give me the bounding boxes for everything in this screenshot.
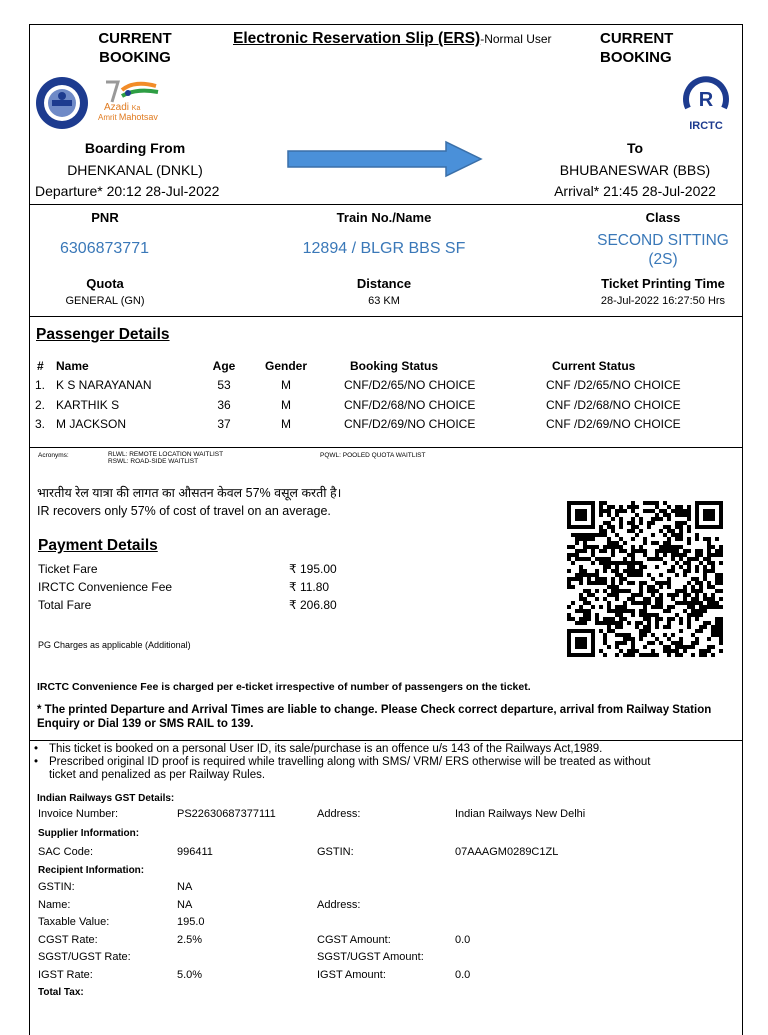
right-booking-status: CURRENT BOOKING	[600, 30, 674, 66]
train-label: Train No./Name	[336, 210, 432, 225]
boarding-from-label: Boarding From	[84, 140, 186, 156]
total-fare-label: Total Fare	[38, 598, 92, 612]
quota-label: Quota	[86, 276, 124, 291]
column-header: Booking Status	[350, 359, 439, 373]
azadi-ka-amrit-mahotsav-logo: Azadi Ka Amrit Mahotsav	[98, 78, 173, 128]
column-header: Name	[56, 359, 89, 373]
irctc-logo-icon: R IRCTC	[678, 70, 734, 136]
indian-railways-emblem-icon	[35, 76, 89, 135]
class-label: Class	[645, 210, 681, 225]
distance-label: Distance	[356, 276, 412, 291]
svg-text:R: R	[698, 89, 714, 111]
acronyms-label: Acronyms:	[38, 452, 69, 459]
column-header: Current Status	[552, 359, 636, 373]
departure-time: Departure* 20:12 28-Jul-2022	[35, 183, 220, 199]
train-value: 12894 / BLGR BBS SF	[302, 240, 466, 257]
column-header: #	[37, 359, 44, 373]
quota-value: GENERAL (GN)	[65, 295, 145, 307]
cost-note-hindi: भारतीय रेल यात्रा की लागत का औसतन केवल 57% वसूल करती है।	[37, 486, 342, 500]
page-title: Electronic Reservation Slip (ERS)-Normal User	[233, 30, 552, 47]
distance-value: 63 KM	[368, 295, 400, 307]
print-time-label: Ticket Printing Time	[601, 276, 725, 291]
left-booking-status: CURRENT BOOKING	[98, 30, 172, 66]
fee-label: IRCTC Convenience Fee	[38, 580, 173, 594]
pnr-value: 6306873771	[60, 240, 149, 257]
qr-code	[567, 499, 723, 664]
pg-charges-note: PG Charges as applicable (Additional)	[38, 640, 191, 650]
divider	[29, 447, 743, 448]
convenience-fee-notice: IRCTC Convenience Fee is charged per e-ticket irrespective of number of passengers on the ticket.	[37, 681, 531, 693]
total-fare-value: ₹ 206.80	[289, 598, 337, 612]
journey-arrow-icon	[286, 140, 484, 183]
print-time-value: 28-Jul-2022 16:27:50 Hrs	[600, 295, 726, 307]
acronyms-list: RLWL: REMOTE LOCATION WAITLIST RSWL: ROAD-SIDE WAITLIST	[108, 451, 224, 465]
column-header: Age	[212, 359, 236, 373]
destination-label: To	[626, 140, 644, 156]
acronym-pqwl: PQWL: POOLED QUOTA WAITLIST	[320, 452, 426, 459]
class-value: SECOND SITTING (2S)	[597, 232, 729, 268]
divider	[29, 740, 743, 741]
list-item: • This ticket is booked on a personal User ID, its sale/purchase is an offence u/s 143 of the Railways Act,1989.	[34, 743, 603, 755]
fare-value: ₹ 195.00	[289, 562, 337, 576]
destination-station: BHUBANESWAR (BBS)	[559, 162, 711, 178]
passenger-details-heading: Passenger Details	[36, 326, 170, 343]
pnr-label: PNR	[91, 210, 119, 225]
arrival-time: Arrival* 21:45 28-Jul-2022	[554, 183, 716, 199]
fare-label: Ticket Fare	[38, 562, 98, 576]
divider	[29, 316, 743, 317]
terms-list	[34, 743, 734, 782]
payment-details-heading: Payment Details	[38, 537, 158, 554]
timing-notice: * The printed Departure and Arrival Times are liable to change. Please Check correct departure, arrival from Railway Station Enquiry or Dial 139 or SMS RAIL to 139.	[37, 704, 712, 730]
divider	[29, 204, 743, 205]
cost-note-english: IR recovers only 57% of cost of travel on an average.	[37, 504, 331, 518]
column-header: Gender	[264, 359, 307, 373]
fee-value: ₹ 11.80	[289, 580, 330, 594]
list-item: • Prescribed original ID proof is required while travelling along with SMS/ VRM/ ERS otherwise will be treated as without ticket and penalized as per Railway Rules.	[34, 756, 651, 781]
boarding-station: DHENKANAL (DNKL)	[67, 162, 203, 178]
